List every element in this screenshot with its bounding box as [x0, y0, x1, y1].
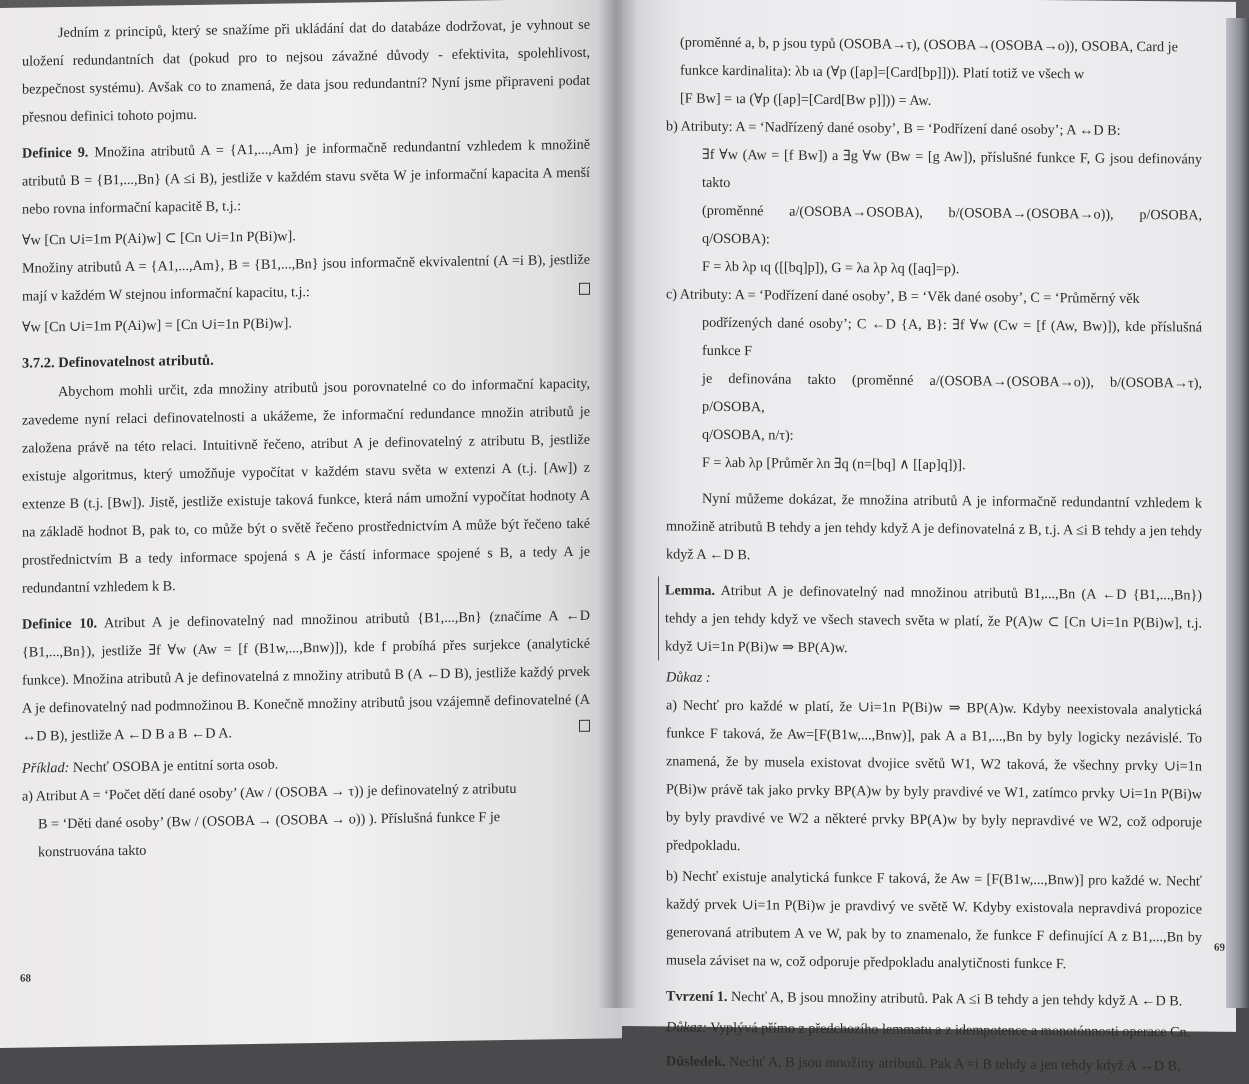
theorem-1-proof [666, 1013, 1202, 1046]
example-label: Příklad: [22, 760, 70, 778]
example-c-line-2: podřízených dané osoby’; C ←D {A, B}: ∃f ∀w (Cw = [f (Aw, Bw)]), kde příslušná funkce F [702, 314, 1202, 360]
example-a-line-2: B = ‘Děti dané osoby’ (Bw / (OSOBA → (OSOBA → o)) ). Příslušná funkce F je [38, 809, 501, 833]
right-page [622, 0, 1236, 1075]
lemma-text: Atribut A je definovatelný nad množinou atributů B1,...,Bn (A ←D {B1,...,Bn}) tehdy a jen tehdy když ve všech stavech světa w platí, že P(A)w ⊂ [Cn ∪i=1n P(Bi)w], t.j. když ∪i=1n P(Bi)w ⇒ BP(A)w. [665, 582, 1203, 657]
corollary-label: Důsledek. [666, 1053, 726, 1070]
right-top-line-3: [F Bw] = ιa (∀p ([ap]=[Card[Bw p]])) = Aw. [680, 90, 932, 109]
example-a-line-3: konstruována takto [38, 843, 147, 861]
corollary [666, 1047, 1202, 1080]
example-c-label: c) [666, 286, 678, 303]
example-a-line-1: a) Atribut A = ‘Počet dětí dané osoby’ (Aw / (OSOBA → τ)) je definovatelný z atributu [22, 781, 517, 806]
right-top-line-1: (proměnné a, b, p jsou typů (OSOBA→τ), (OSOBA→(OSOBA→o)), OSOBA, Card je [680, 34, 1178, 56]
page-stack-edge [1226, 18, 1249, 1008]
example-b-line-4: F = λb λp ιq ([[bq]p]), G = λa λp λq ([aq]=p). [702, 258, 960, 278]
definition-9-formula-2-text: ∀w [Cn ∪i=1m P(Ai)w] = [Cn ∪i=1n P(Bi)w]. [22, 315, 292, 336]
theorem-1 [666, 982, 1202, 1015]
proof-intro-paragraph: Nyní můžeme dokázat, že množina atributů A je informačně redundantní vzhledem k množině atributů B tehdy a jen tehdy když A je definovatelná z B, t.j. A ≤i B tehdy a jen tehdy když A ←D B. [666, 490, 1202, 564]
right-page-content [666, 28, 1202, 1083]
right-page-number: 69 [1214, 941, 1225, 954]
end-of-definition-mark [579, 283, 590, 295]
theorem-1-proof-label: Důkaz: [666, 1019, 707, 1036]
example-b-line-3: (proměnné a/(OSOBA→OSOBA), b/(OSOBA→(OSOBA→o)), p/OSOBA, q/OSOBA): [702, 202, 1202, 248]
lemma-label: Lemma. [665, 582, 716, 599]
lemma [665, 576, 1202, 665]
right-top-line-2: funkce kardinalita): λb ιa (∀p ([ap]=[Card[bp]])). Platí totiž ve všech w [680, 62, 1085, 83]
example-b-text-1: Atributy: A = ‘Nadřízený dané osoby’, B = ‘Podřízení dané osoby’; A ↔D B: [680, 118, 1121, 139]
definition-10-label: Definice 10. [22, 615, 98, 634]
theorem-1-label: Tvrzení 1. [666, 988, 728, 1006]
section-paragraph: Abychom mohli určit, zda množiny atributů jsou porovnatelné co do informační kapacity, zavedeme nyní relaci definovatelnosti a ukážeme, že informační redundance množin atributů je založena právě na této relaci. Intuitivně řečeno, atribut A je definovatelný z atributu B, jestliže existuje algoritmus, který umožňuje vypočítat v každém stavu světa w extenzi A (t.j. [Aw]) z extenze B (t.j. [Bw]). Jistě, jestliže existuje taková funkce, která nám umožní vypočítat hodnoty A na základě hodnot B, pak to, co může být o světě řečeno prostřednictvím A může být řečeno také prostřednictvím B a tedy informace spojená s A je částí informace spojené s B, a tedy A je redundantní vzhledem k B. [22, 376, 590, 598]
example-c-line-5: F = λab λp [Průměr λn ∃q (n=[bq] ∧ [[ap]q])]. [702, 454, 966, 474]
definition-10 [22, 602, 590, 751]
example-c-line-3: je definována takto (proměnné a/(OSOBA→(OSOBA→o)), b/(OSOBA→τ), p/OSOBA, [702, 370, 1202, 416]
definition-9-formula: ∀w [Cn ∪i=1m P(Ai)w] ⊂ [Cn ∪i=1n P(Bi)w]. [22, 228, 296, 249]
intro-paragraph: Jedním z principů, který se snažíme při ukládání dat do databáze dodržovat, je vyhnout se uložení redundantních dat (pokud pro to nejsou závažné důvody - efektivita, spolehlivost, bezpečnost systému). Avšak co to znamená, že data jsou redundantní? Nyní jsme připraveni podat přesnou definici tohoto pojmu. [22, 16, 590, 126]
example-text: Nechť OSOBA je entitní sorta osob. [72, 757, 279, 777]
proof-part-b: b) Nechť existuje analytická funkce F taková, že Aw = [F(B1w,...,Bnw)] pro každé w. Nechť každý prvek ∪i=1n P(Bi)w je pravdivý ve světě W. Kdyby existovala nepravdivá propozice generovaná atributem A ve W, pak by to znamenalo, že funkce F definující A z B1,...,Bn by musela záviset na w, což odporuje předpokladu analytičnosti funkce F. [666, 868, 1202, 973]
definition-10-text: Atribut A je definovatelný nad množinou atributů {B1,...,Bn} (značíme A ←D {B1,...,Bn}), jestliže ∃f ∀w (Aw = [f (B1w,...,Bnw)]), kde f probíhá přes surjekce (analytické funkce). Množina atributů A je definovatelná z množiny atributů B (A ←D B), jestliže každý prvek A je definovatelný nad podmnožinou B. Konečně množiny atributů jsou vzájemně definovatelné (A ↔D B), jestliže A ←D B a B ←D A. [22, 608, 591, 746]
example-c-line-4: q/OSOBA, n/τ): [702, 426, 794, 444]
example-b-line-2: ∃f ∀w (Aw = [f Bw]) a ∃g ∀w (Bw = [g Aw]), příslušné funkce F, G jsou definovány takto [702, 146, 1202, 192]
theorem-1-text: Nechť A, B jsou množiny atributů. Pak A ≤i B tehdy a jen tehdy když A ←D B. [731, 989, 1183, 1010]
section-heading: 3.7.2. Definovatelnost atributů. [22, 352, 214, 372]
example-b-label: b) [666, 118, 678, 135]
definition-9 [22, 131, 590, 224]
proof-part-a: a) Nechť pro každé w platí, že ∪i=1n P(Bi)w ⇒ BP(A)w. Kdyby neexistovala analytická funkce F taková, že Aw=[F(B1w,...,Bnw)], pak A a B1,...,Bn by byly logicky nezávislé. To znamená, že by musela existovat dvojice světů W1, W2 taková, že všechny prvky ∪i=1n P(Bi)w právě tak jako prvky BP(A)w by byly pravdivé ve W1, zatímco prvky ∪i=1n P(Bi)w by byly pravdivé ve W2 a některé prvky BP(A)w by byly nepravdivé ve W2, což odporuje předpokladu. [666, 697, 1202, 855]
lemma-block [658, 576, 1202, 665]
proof-label: Důkaz : [666, 669, 711, 686]
left-page-content [22, 11, 590, 867]
end-of-definition-mark-2 [579, 720, 590, 732]
left-page [0, 0, 622, 1048]
left-page-number: 68 [20, 972, 31, 985]
corollary-text: Nechť A, B jsou množiny atributů. Pak A =i B tehdy a jen tehdy když A ↔D B. [729, 1054, 1181, 1075]
example-c [666, 280, 1202, 481]
example-c-text-1: Atributy: A = ‘Podřízení dané osoby’, B = ‘Věk dané osoby’, C = ‘Průměrný věk [679, 286, 1140, 307]
example-b [666, 112, 1202, 285]
definition-9-text-2: Množiny atributů A = {A1,...,Am}, B = {B1,...,Bn} jsou informačně ekvivalentní (A =i B), jestliže mají v každém W stejnou informační kapacitu, t.j.: [22, 251, 590, 305]
definition-9-formula-2 [22, 305, 590, 342]
definition-9-text: Množina atributů A = {A1,...,Am} je informačně redundantní vzhledem k množině atributů B = {B1,...,Bn} (A ≤i B), jestliže v každém stavu světa W je informační kapacita A menší nebo rovna informační kapacitě B, t.j.: [22, 136, 590, 218]
definition-9-label: Definice 9. [22, 144, 89, 162]
theorem-1-proof-text: Vyplývá přímo z předchozího lemmatu a z idempotence a monotónnosti operace Cn. [710, 1019, 1191, 1041]
